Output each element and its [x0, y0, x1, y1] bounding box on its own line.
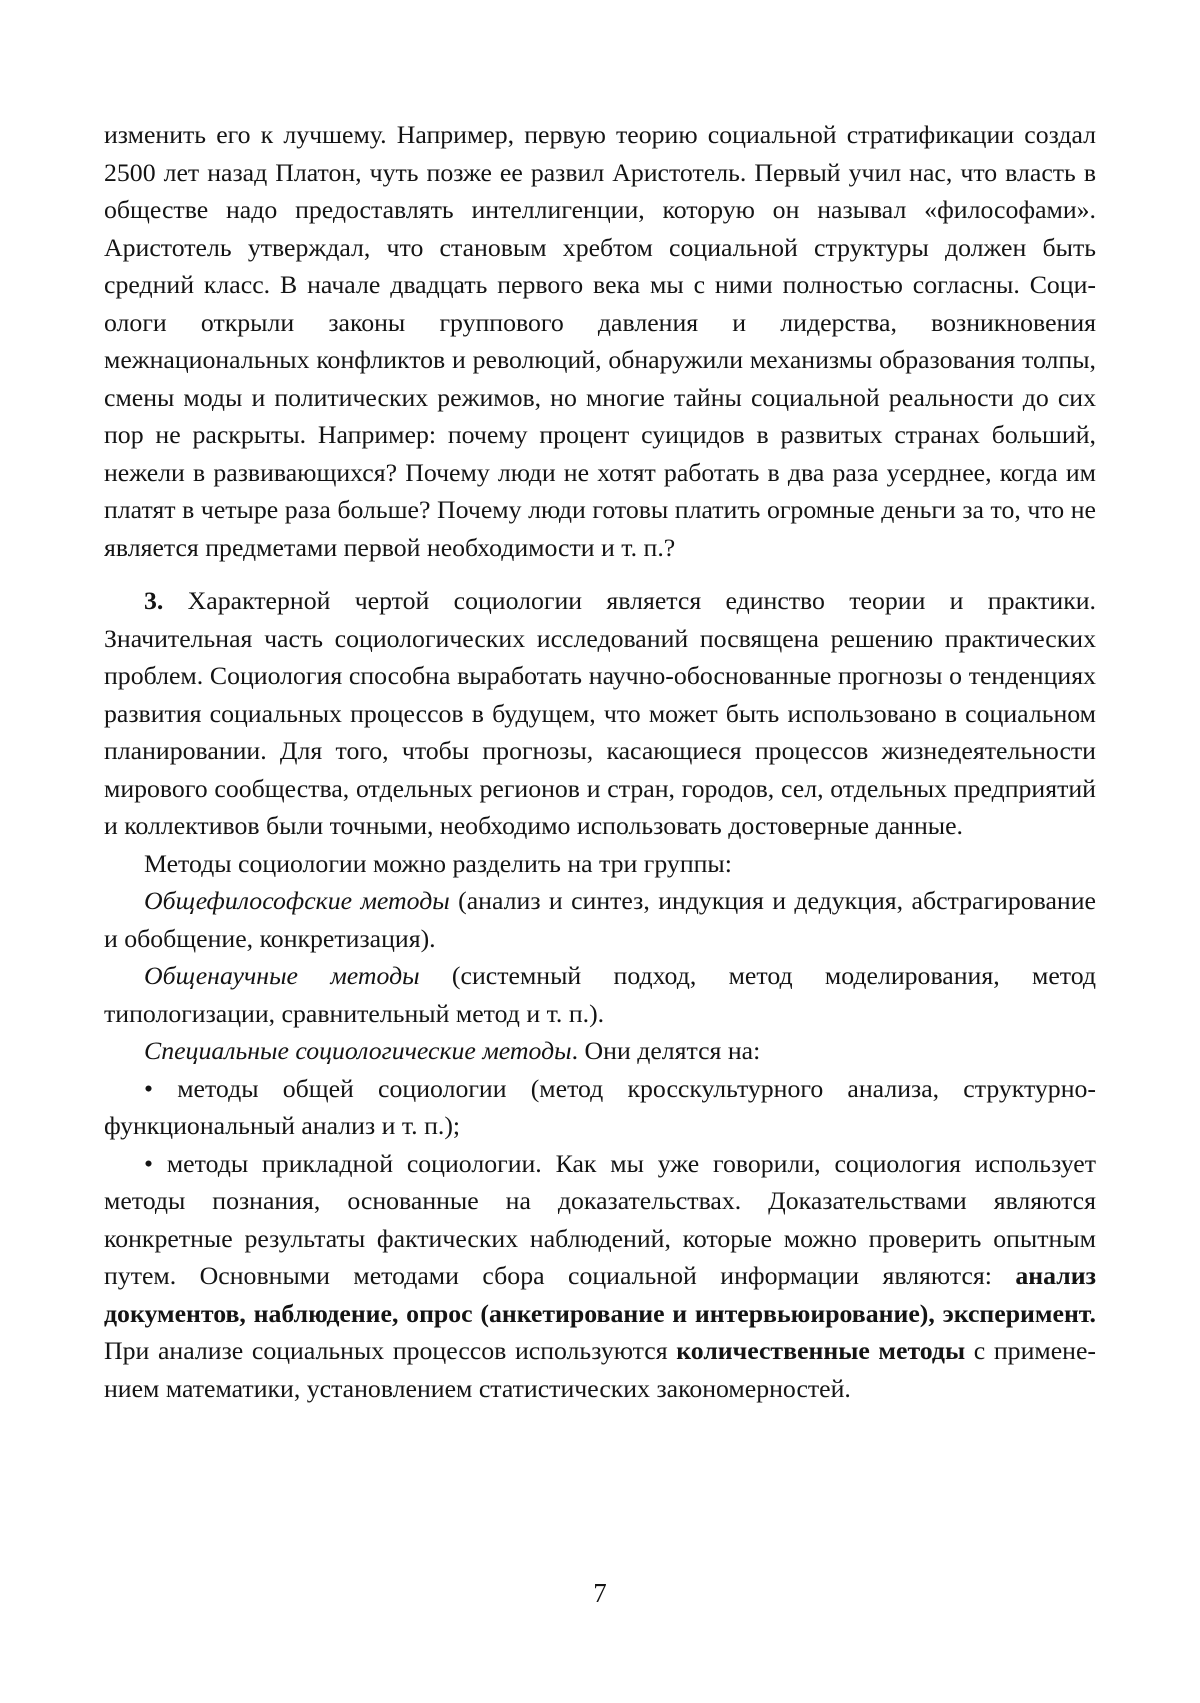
text-segment: Общефилософские методы: [144, 886, 450, 915]
text-segment: с применением математики, установлением статистических закономерностей.: [104, 1336, 1097, 1403]
text-segment: Методы социологии можно разделить на три группы:: [144, 848, 732, 878]
page-number: 7: [593, 1578, 607, 1608]
text-segment: Специальные социологические методы: [144, 1036, 572, 1065]
paragraph-6: [104, 1032, 1096, 1070]
text-segment: 3.: [144, 586, 164, 615]
text-segment: (анализ и синтез, индукция и дедукция, абстрагирование и обобщение, конкретизация).: [104, 886, 1096, 953]
text-segment: При анализе социальных процессов используются: [104, 1336, 677, 1365]
paragraph-1: [104, 116, 1096, 566]
text-segment: . Они делятся на:: [571, 1036, 761, 1065]
text-segment: Характерной чертой социологии является единство теории и практики. Значительная часть социологических исследований посвящена решению практических проблем. Социология способна выработать научно-обоснованные прогнозы о тенденциях развития социальных процессов в будущем, что может быть использовано в социальном планировании. Для того, чтобы прогнозы, касающиеся процессов жизнедеятельности мирового сообщества, отдельных регионов и стран, городов, сел, отдельных предприятий и коллективов были точными, необходимо использовать достоверные данные.: [104, 586, 1096, 840]
text-segment: Общенаучные методы: [144, 961, 420, 990]
text-segment: изменить его к лучшему. Например, первую теорию социальной стратификации создал 2500 лет назад Платон, чуть позже ее развил Аристотель. Первый учил нас, что власть в обществе надо предоставлять интеллигенции, которую он называл «философами». Аристотель утверждал, что становым хребтом социальной структуры должен быть средний класс. В начале двадцать первого века мы с ними полностью согласны. Социологи открыли законы группового давления и лидерства, возникновения межнациональных конфликтов и революций, обнаружили механизмы образования толпы, смены моды и политических режимов, но многие тайны социальной реальности до сих пор не раскрыты. Например: почему процент суицидов в развитых странах больший, нежели в развивающихся? Почему люди не хотят работать в два раза усерднее, когда им платят в четыре раза больше? Почему люди готовы платить огромные деньги за то, что не является предметами первой необходимости и т. п.?: [104, 120, 1096, 562]
paragraph-8: [104, 1145, 1096, 1408]
paragraph-2: [104, 582, 1096, 845]
text-segment: • методы прикладной социологии. Как мы уже говорили, социология использует методы познания, основанные на доказательствах. Доказательствами являются конкретные результаты фактических наблюдений, которые можно проверить опытным путем. Основными методами сбора социальной информации являются:: [104, 1148, 1096, 1290]
text-segment: количественные методы: [676, 1336, 966, 1365]
body-text: [104, 116, 1096, 1407]
text-segment: (системный подход, метод моделирования, метод типологизации, сравнительный метод и т. п.).: [104, 961, 1096, 1028]
text-segment: анализ документов, наблюдение, опрос (анкетирование и интервьюирование), эксперимент.: [104, 1261, 1096, 1328]
text-segment: • методы общей социологии (метод кросскультурного анализа, структурно-функциональный анализ и т. п.);: [104, 1073, 1096, 1140]
paragraph-4: [104, 882, 1096, 957]
paragraph-5: [104, 957, 1096, 1032]
paragraph-7: [104, 1070, 1096, 1145]
paragraph-3: [104, 845, 1096, 883]
